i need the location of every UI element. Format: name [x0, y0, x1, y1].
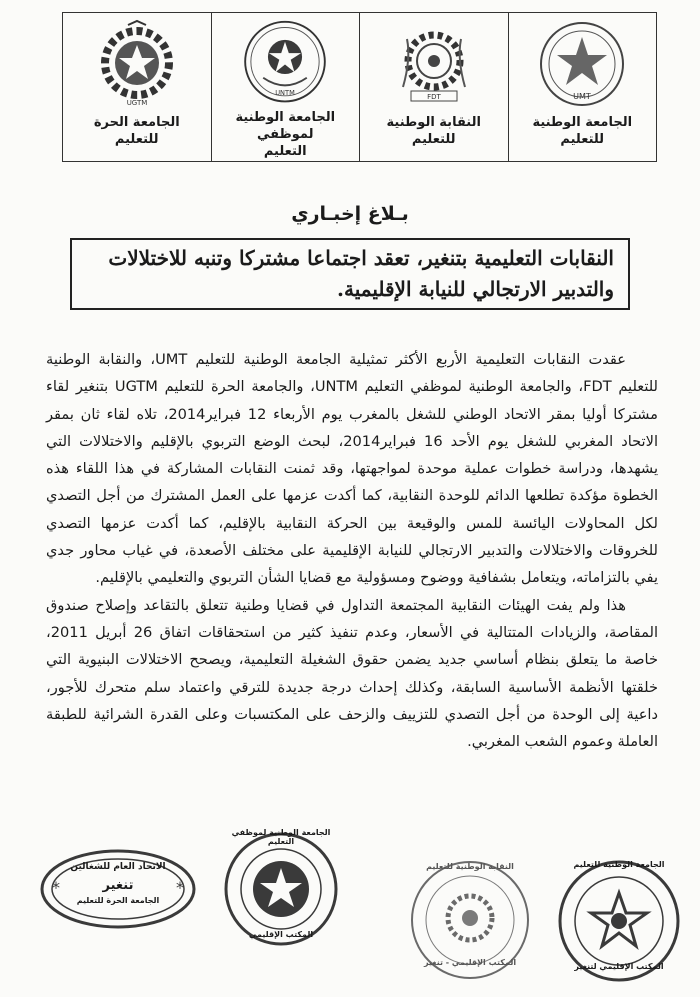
subject-line-1: النقابات التعليمية بتنغير، تعقد اجتماعا مشتركا وتنبه للاختلالات	[108, 246, 614, 270]
star-wreath-emblem-icon	[240, 19, 330, 104]
union-cell-umt	[508, 13, 657, 161]
umt-stamp-label-bottom: المكتب الإقليمي لتنغير	[574, 962, 664, 971]
svg-text:*: *	[52, 878, 60, 897]
union-cell-ugtm	[63, 13, 211, 161]
body-paragraph-1: عقدت النقابات التعليمية الأربع الأكثر تمثيلية الجامعة الوطنية للتعليم UMT، والنقابة الوطنية للتعليم FDT، والجامعة الوطنية لموظفي التعليم UNTM، والجامعة الحرة للتعليم UGTM بتنغير لقاء مشتركا أوليا بمقر الاتحاد الوطني للشغل بالمغرب يوم الأربعاء 12 فبراير2014، تلاه لقاء ثان بمقر الاتحاد المغربي للشغل يوم الأحد 16 فبراير2014، لبحث الوضع التربوي بالإقليم والاختلالات التي يشهدها، ودراسة خطوات عملية موحدة لمواجهتها، وقد ثمنت النقابات المشاركة في هذا اللقاء هذه الخطوة مؤكدة تطلعها الدائم للوحدة النقابية، كما أكدت عزمها على العمل المشترك من أجل التصدي لكل المحاولات اليائسة للمس والوقيعة بين الحركة النقابية بالإقليم، كما أكدت عزمها التصدي للخروقات والاختلالات والتدبير الارتجالي للنيابة الإقليمية على مختلف الأصعدة، في غياب محاور جدي يفي بالتزاماته، ويتعامل بشفافية ووضوح ومسؤولية مع قضايا الشأن التربوي والتعليمي بالإقليم.	[46, 351, 659, 587]
union-name-umt: الجامعة الوطنية للتعليم	[532, 115, 633, 147]
untm-stamp-label-bottom: المكتب الإقليمي	[248, 930, 314, 939]
union-logos-header	[62, 12, 657, 162]
svg-text:FDT: FDT	[426, 93, 441, 101]
subject-line-2: والتدبير الارتجالي للنيابة الإقليمية.	[337, 277, 614, 301]
untm-stamp-label-top: الجامعة الوطنية لموظفي التعليم	[231, 828, 331, 846]
union-cell-fdt	[359, 13, 508, 161]
ugtm-stamp-label-middle: تنغير	[102, 878, 134, 893]
svg-text:*: *	[176, 878, 184, 897]
svg-text:UGTM: UGTM	[126, 99, 148, 107]
union-name-fdt: النقابة الوطنية للتعليم	[386, 115, 481, 147]
gear-wheat-emblem-icon	[389, 19, 479, 109]
fdt-stamp-label-top: النقابة الوطنية للتعليم	[426, 862, 514, 871]
subject-box	[70, 238, 630, 310]
svg-text:UMT: UMT	[573, 92, 592, 101]
body-paragraph-2: هذا ولم يفت الهيئات النقابية المجتمعة التداول في قضايا وطنية تتعلق بالتقاعد وإصلاح صندوق المقاصة، والزيادات المتتالية في الأسعار، وعدم تنفيذ كثير من استحقاقات اتفاق 26 أبريل 2011، خاصة ما يتعلق بنظام أساسي جديد يضمن حقوق الشغيلة التعليمية، ويصحح الاختلالات البنيوية التي خلقتها الأنظمة الأساسية السابقة، وكذلك إحداث درجة جديدة للترقي واعتماد سلم متحرك للأجور، داعية إلى الوحدة من أجل التصدي للتزييف والزحف على المكتسبات وعلى القدرة الشرائية للطبقة العاملة وعموم الشعب المغربي.	[46, 596, 659, 751]
ugtm-stamp-label-top: الاتحاد العام للشغالين	[70, 862, 166, 872]
gear-star-emblem-icon	[92, 19, 182, 109]
umt-stamp-label-top: الجامعة الوطنية للتعليم	[573, 860, 665, 869]
union-cell-untm	[211, 13, 360, 161]
stamps-area	[0, 790, 700, 997]
union-name-untm: الجامعة الوطنية لموظفي التعليم	[235, 110, 336, 160]
star-emblem-icon	[537, 19, 627, 109]
ugtm-stamp-label-bottom: الجامعة الحرة للتعليم	[76, 896, 160, 905]
document-title: بـلاغ إخبـاري	[291, 203, 409, 225]
union-name-ugtm: الجامعة الحرة للتعليم	[93, 115, 180, 147]
fdt-stamp-label-bottom: المكتب الإقليمي - تنغير	[423, 958, 517, 967]
document-body	[46, 346, 658, 755]
svg-text:UNTM: UNTM	[275, 88, 296, 97]
